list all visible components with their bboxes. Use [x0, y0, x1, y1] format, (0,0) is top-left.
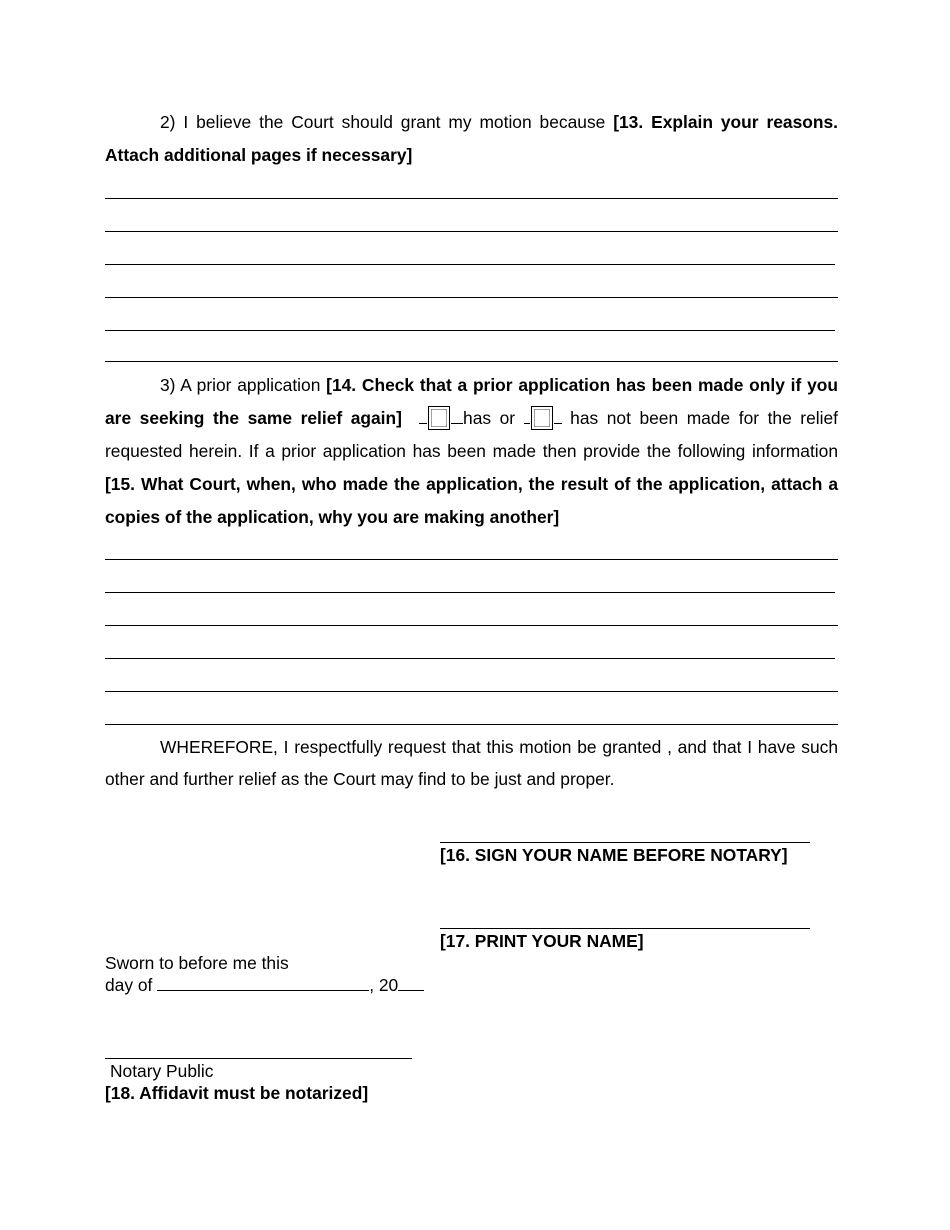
sworn-line: Sworn to before me this — [105, 953, 289, 973]
underline-spacer — [524, 405, 530, 424]
answer-line[interactable] — [105, 231, 838, 232]
answer-line[interactable] — [105, 724, 838, 725]
section-2-paragraph — [105, 106, 838, 172]
has-not-label: has not been made for the relief requested herein. If a prior application has been made then provide the following information — [105, 408, 838, 461]
signature-line[interactable] — [440, 842, 810, 843]
year-prefix: , 20 — [369, 975, 399, 995]
day-of-label: day of — [105, 975, 153, 995]
section-3-paragraph — [105, 369, 838, 534]
notarized-instruction: [18. Affidavit must be notarized] — [105, 1083, 369, 1103]
sign-name-label: [16. SIGN YOUR NAME BEFORE NOTARY] — [440, 845, 788, 865]
wherefore-paragraph: WHEREFORE, I respectfully request that this motion be granted , and that I have such other and further relief as the Court may find to be just and proper. — [105, 737, 838, 789]
section-3-instruction-2: [15. What Court, when, who made the application, the result of the application, attach a copies of the application, why you are making another] — [105, 474, 838, 527]
has-label: has or — [463, 408, 516, 428]
answer-line[interactable] — [105, 297, 838, 298]
notary-signature-line[interactable] — [105, 1058, 412, 1059]
day-of-line — [105, 974, 424, 996]
answer-line[interactable] — [105, 361, 838, 362]
print-name-label: [17. PRINT YOUR NAME] — [440, 931, 644, 951]
answer-line[interactable] — [105, 264, 835, 265]
answer-line[interactable] — [105, 198, 838, 199]
has-checkbox[interactable] — [428, 406, 450, 430]
answer-line[interactable] — [105, 559, 838, 560]
answer-line[interactable] — [105, 658, 835, 659]
notary-public-label: Notary Public — [110, 1061, 214, 1081]
section-3-lead: 3) A prior application — [160, 375, 327, 395]
has-not-checkbox[interactable] — [531, 406, 553, 430]
section-2-instruction: [13. Explain your reasons. Attach additional pages if necessary] — [105, 112, 838, 165]
print-name-line[interactable] — [440, 928, 810, 929]
section-3-instruction: [14. Check that a prior application has been made only if you are seeking the same relief again] — [105, 375, 838, 428]
underline-spacer — [554, 405, 562, 424]
answer-line[interactable] — [105, 330, 835, 331]
answer-line[interactable] — [105, 592, 835, 593]
answer-line[interactable] — [105, 691, 838, 692]
underline-spacer — [419, 405, 427, 424]
date-field[interactable] — [157, 974, 369, 991]
year-field[interactable] — [398, 974, 424, 991]
answer-line[interactable] — [105, 625, 838, 626]
section-2-lead: 2) I believe the Court should grant my motion because — [160, 112, 614, 132]
underline-spacer — [451, 405, 463, 424]
